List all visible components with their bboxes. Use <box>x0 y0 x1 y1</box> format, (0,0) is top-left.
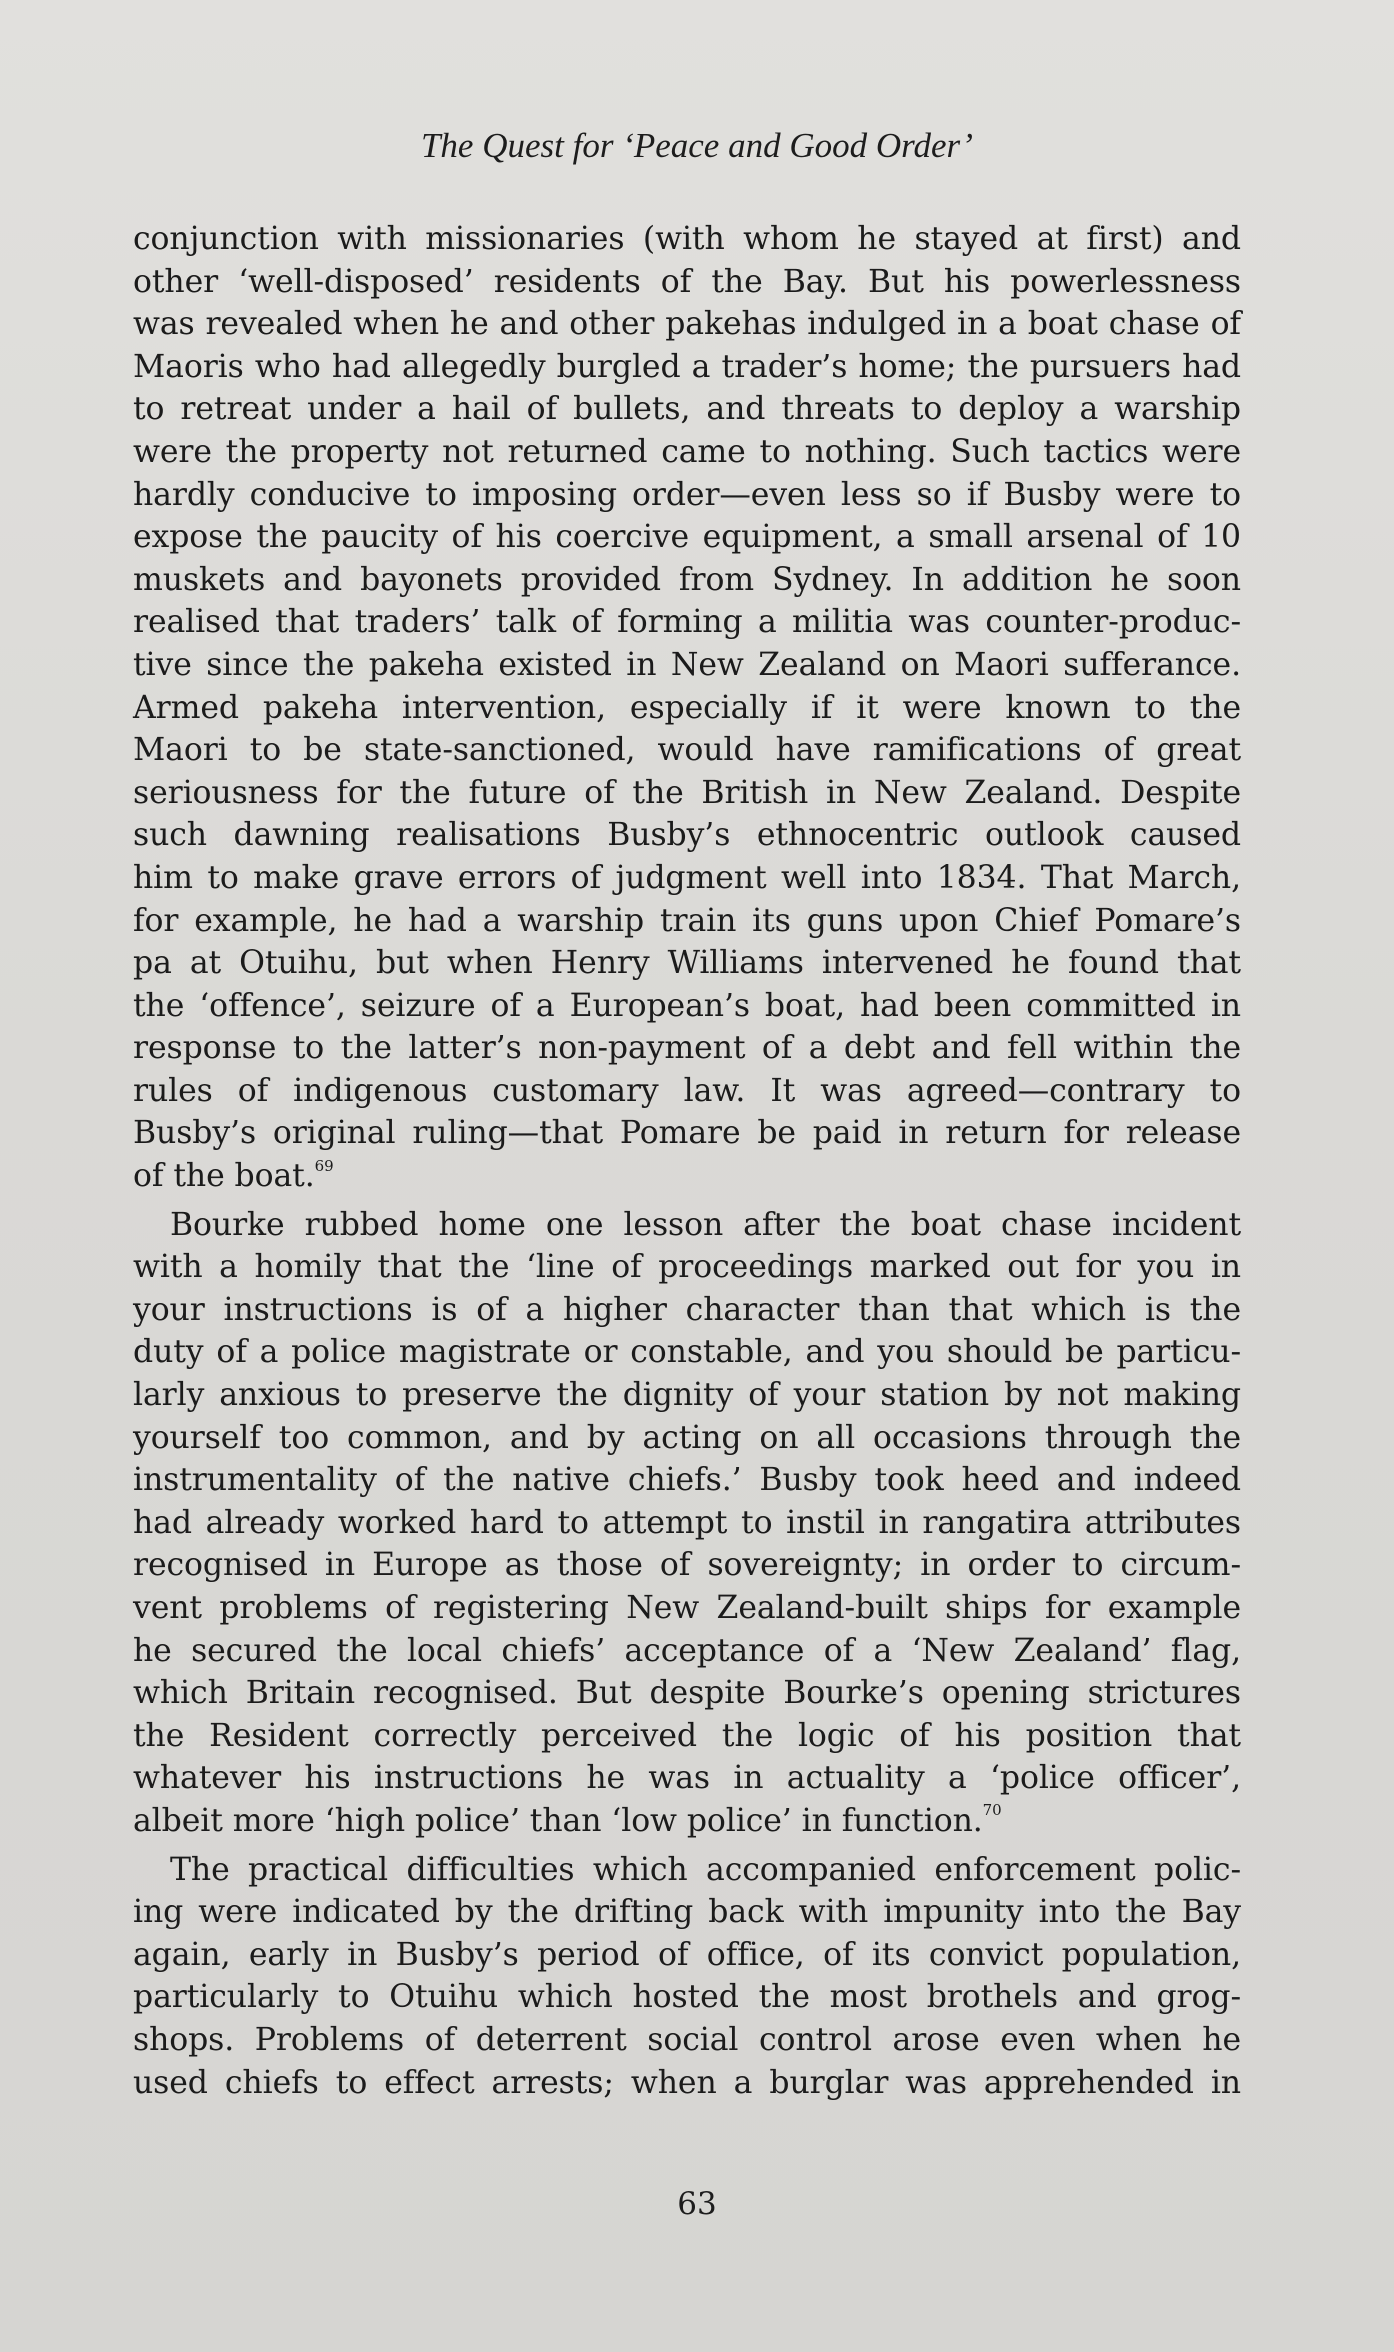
footnote-marker[interactable]: 69 <box>314 1156 334 1175</box>
text-line: muskets and bayonets provided from Sydney. In addition he soon <box>133 561 1241 598</box>
text-line: hardly conducive to imposing order—even less so if Busby were to <box>133 476 1241 513</box>
text-line: yourself too common, and by acting on all occasions through the <box>133 1419 1241 1456</box>
text-line: instrumentality of the native chiefs.’ Busby took heed and indeed <box>133 1462 1241 1499</box>
text-line: Maoris who had allegedly burgled a trader’s home; the pursuers had <box>133 348 1241 385</box>
text-line: your instructions is of a higher character than that which is the <box>133 1291 1241 1328</box>
text-line: ing were indicated by the drifting back with impunity into the Bay <box>133 1894 1241 1931</box>
body-text <box>133 218 1241 2104</box>
text-line: conjunction with missionaries (with whom he stayed at first) and <box>133 221 1241 257</box>
text-line: realised that traders’ talk of forming a militia was counter-produc- <box>133 604 1241 641</box>
paragraph-2 <box>133 1204 1241 1843</box>
text-line: other ‘well-disposed’ residents of the Bay. But his powerlessness <box>133 263 1241 300</box>
text-line: recognised in Europe as those of sovereignty; in order to circum- <box>133 1547 1241 1584</box>
text-line: Bourke rubbed home one lesson after the boat chase incident <box>170 1206 1241 1243</box>
text-line-content: of the boat. <box>133 1158 315 1195</box>
text-line: pa at Otuihu, but when Henry Williams intervened he found that <box>133 945 1241 982</box>
text-line: which Britain recognised. But despite Bourke’s opening strictures <box>133 1675 1241 1712</box>
text-line: for example, he had a warship train its guns upon Chief Pomare’s <box>133 902 1241 939</box>
text-line: The practical difficulties which accompanied enforcement polic- <box>170 1851 1241 1888</box>
text-line: he secured the local chiefs’ acceptance of a ‘New Zealand’ flag, <box>133 1632 1241 1669</box>
text-line: expose the paucity of his coercive equipment, a small arsenal of 10 <box>133 519 1241 556</box>
text-line-content: albeit more ‘high police’ than ‘low police’ in function. <box>133 1802 983 1839</box>
text-line: used chiefs to effect arrests; when a burglar was apprehended in <box>133 2064 1241 2101</box>
text-line: him to make grave errors of judgment well into 1834. That March, <box>133 859 1241 896</box>
text-line: Armed pakeha intervention, especially if it were known to the <box>133 689 1241 726</box>
text-line: response to the latter’s non-payment of a debt and fell within the <box>133 1030 1241 1067</box>
text-line: such dawning realisations Busby’s ethnocentric outlook caused <box>133 817 1241 854</box>
text-line: duty of a police magistrate or constable, and you should be particu- <box>133 1334 1241 1371</box>
paragraph-3 <box>133 1849 1241 2105</box>
text-line: with a homily that the ‘line of proceedings marked out for you in <box>133 1249 1241 1286</box>
text-line: tive since the pakeha existed in New Zealand on Maori sufferance. <box>133 646 1241 683</box>
running-head: The Quest for ‘Peace and Good Order’ <box>420 126 974 165</box>
text-line-last <box>133 1155 1241 1198</box>
text-line: Busby’s original ruling—that Pomare be paid in return for release <box>133 1115 1241 1152</box>
text-line: particularly to Otuihu which hosted the most brothels and grog- <box>133 1979 1241 2016</box>
text-line: had already worked hard to attempt to instil in rangatira attributes <box>133 1504 1241 1541</box>
text-line: the ‘offence’, seizure of a European’s boat, had been committed in <box>133 987 1241 1024</box>
page-number: 63 <box>677 2186 717 2222</box>
text-line: the Resident correctly perceived the logic of his position that <box>133 1717 1241 1754</box>
text-line: whatever his instructions he was in actuality a ‘police officer’, <box>133 1760 1241 1797</box>
text-line: vent problems of registering New Zealand-built ships for example <box>133 1590 1241 1626</box>
text-line: Maori to be state-sanctioned, would have ramifications of great <box>133 732 1241 769</box>
text-line: were the property not returned came to nothing. Such tactics were <box>133 433 1241 470</box>
text-line-last <box>133 1800 1241 1843</box>
text-line: larly anxious to preserve the dignity of your station by not making <box>133 1377 1241 1414</box>
paragraph-1 <box>133 218 1241 1198</box>
text-line: was revealed when he and other pakehas indulged in a boat chase of <box>133 306 1241 343</box>
footnote-marker[interactable]: 70 <box>982 1801 1002 1820</box>
text-line: rules of indigenous customary law. It was agreed—contrary to <box>133 1072 1241 1109</box>
text-line: to retreat under a hail of bullets, and threats to deploy a warship <box>133 391 1241 428</box>
text-line: again, early in Busby’s period of office, of its convict population, <box>133 1936 1241 1973</box>
text-line: seriousness for the future of the British in New Zealand. Despite <box>133 774 1241 811</box>
text-line: shops. Problems of deterrent social control arose even when he <box>133 2021 1241 2058</box>
